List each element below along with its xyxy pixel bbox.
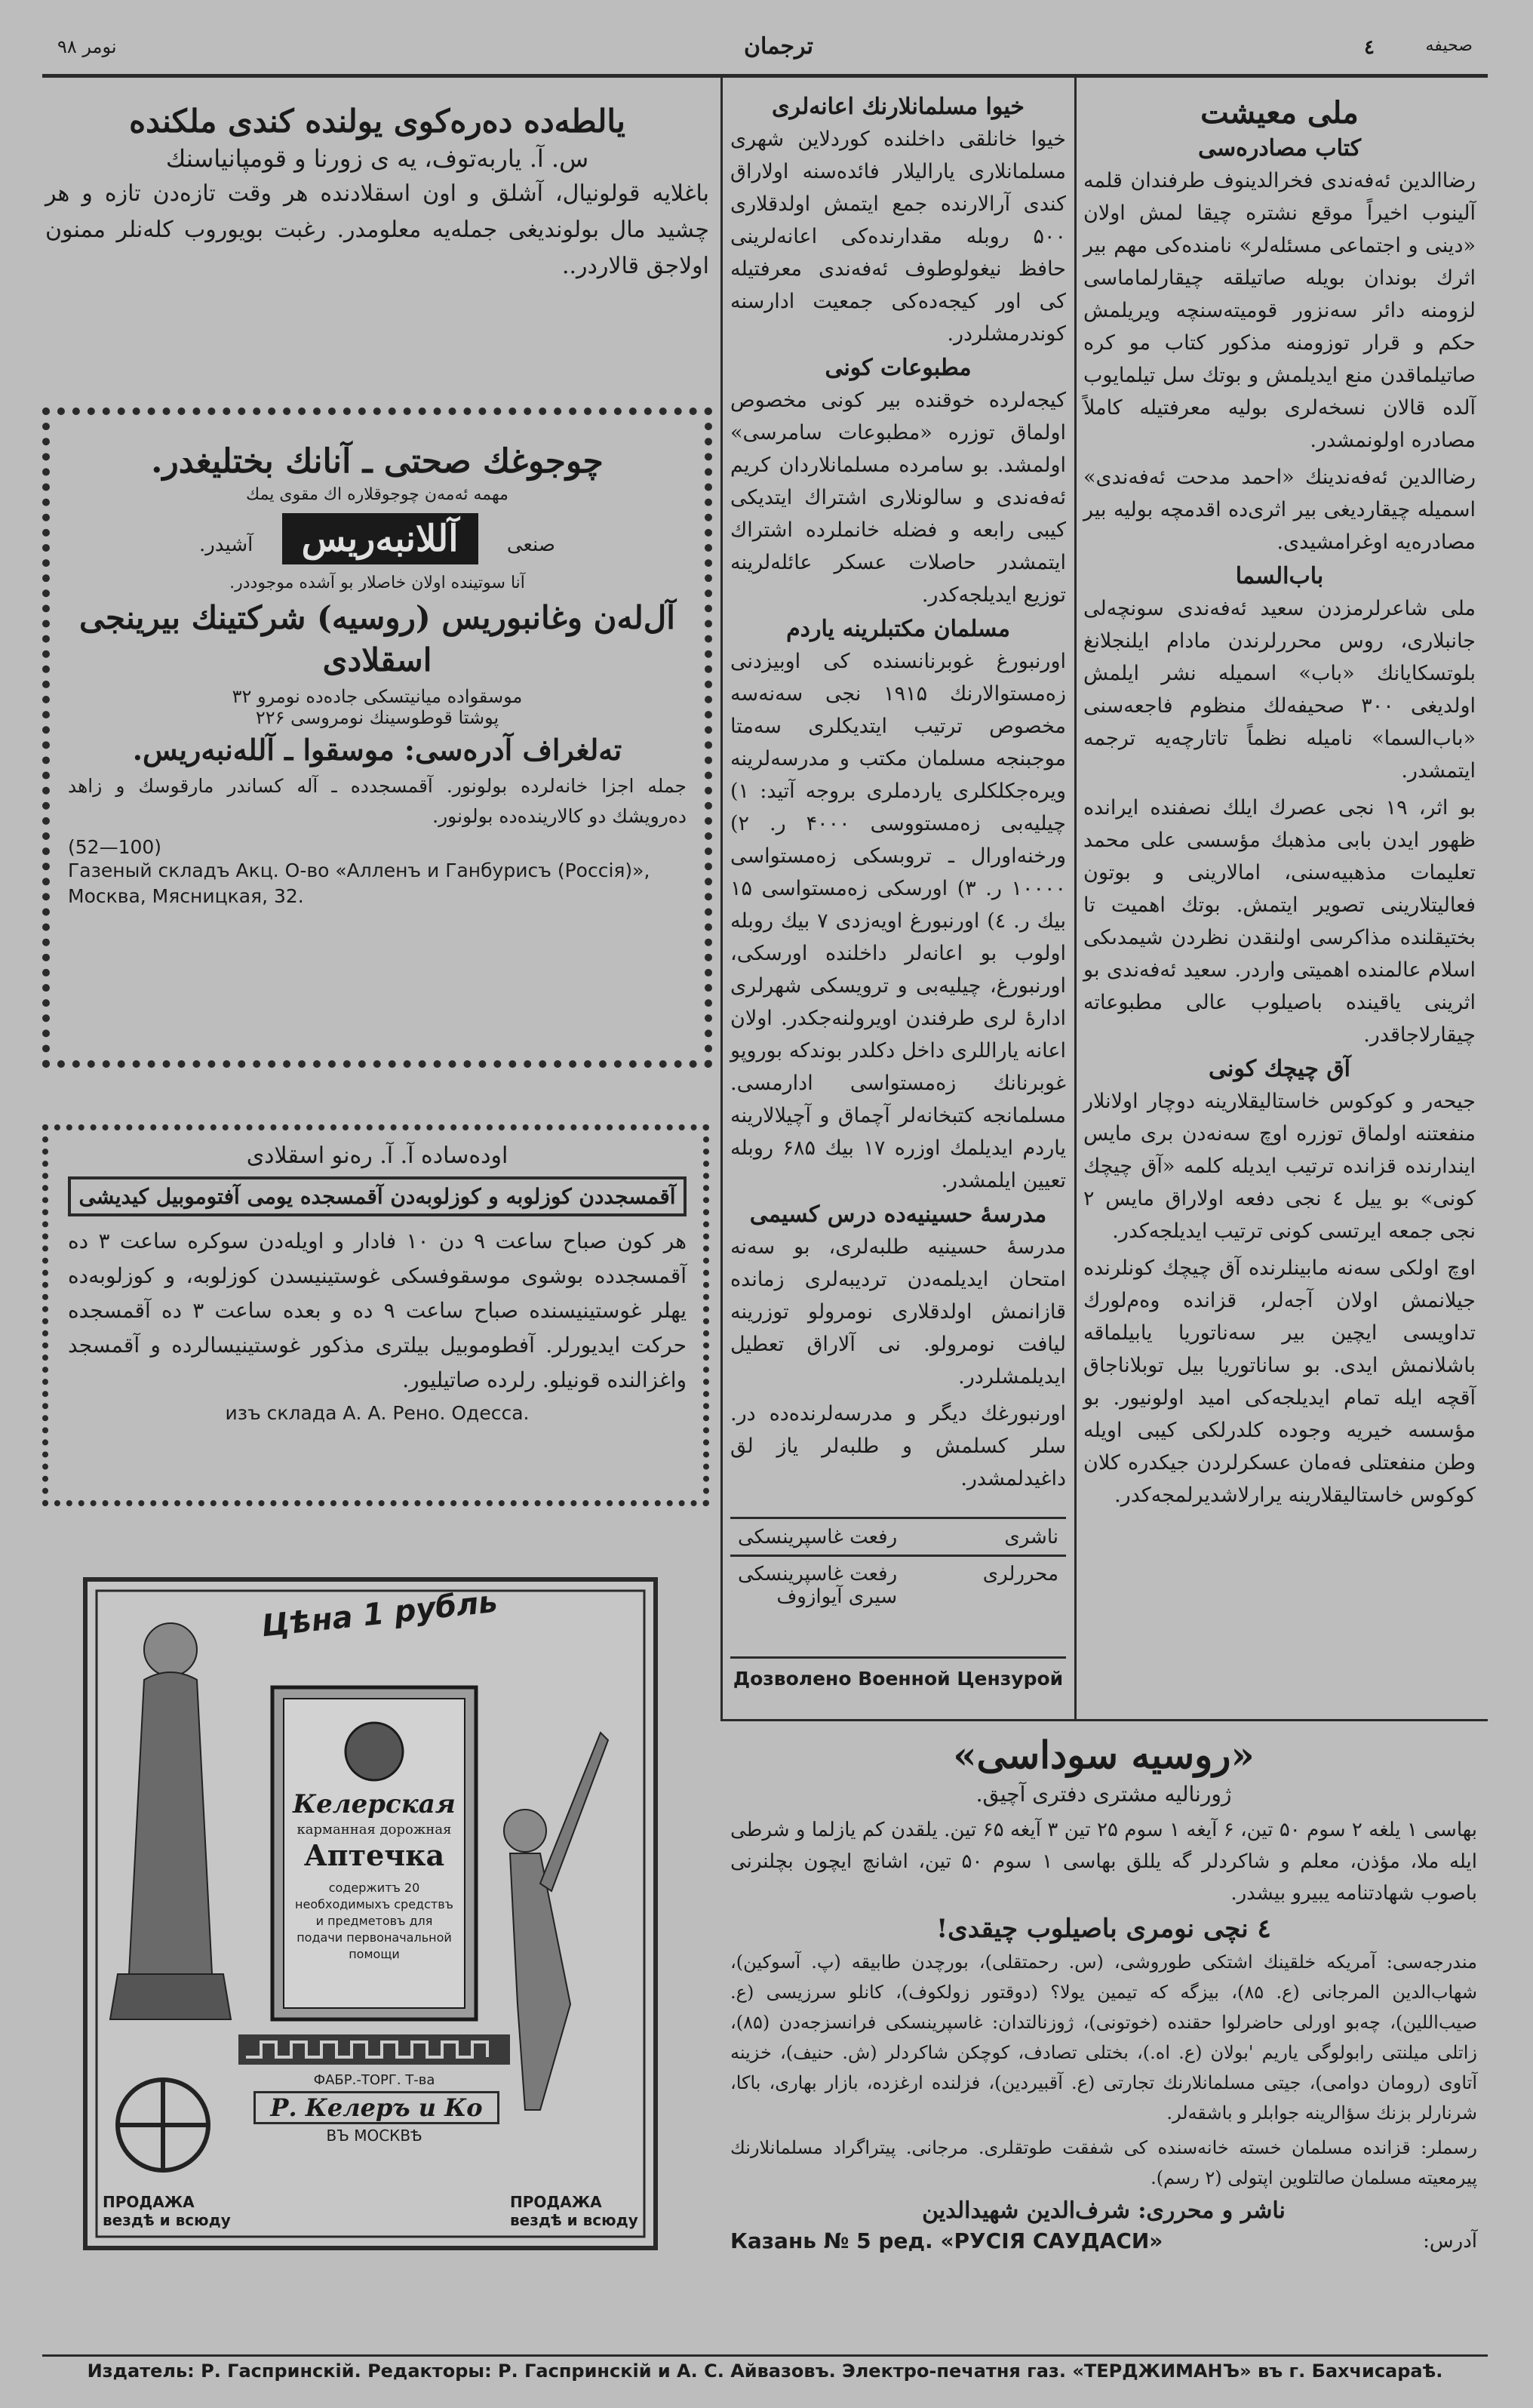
robed-figure xyxy=(110,1623,231,2019)
header-rule xyxy=(42,74,1488,78)
russia-subtitle: ژورناليه مشترى دفترى آچيق. xyxy=(975,1782,1232,1807)
column-divider-right xyxy=(1074,78,1077,1719)
bab-text-2: بو اثر، ۱۹ نجى عصرك ايلك نصفنده ايرانده ظهور ايدن بابى مذهبك مؤسسى على محمد تعليمات مذهبيه‌سنى، امالارينى و بوتون فعاليتلارينى تصوير ايتمش. بوتك اهميت تا بختيقلنده مذاكرسى اولنقدن نظردن شيمدىكى اسلام عالمنده اهميتى واردر. سعيد ئه‌فه‌ندى بو اثرينى ياقينده باصيلوب عالى مطبوعاته چيقارلاجاقدر. xyxy=(1083,796,1476,1047)
ad-reno-text: هر كون صباح ساعت ۹ دن ۱۰ فادار و اويله‌دن سوكره ساعت ۳ ده آقمسجدده بوشوى موسقوفسكى غوستينيسدن كوزلوبه، و كوزلوبه‌ده يهلر غوستينيسنده صباح ساعت ۹ ده و بعده ساعت ۳ ده آقمسجده حركت ايديورلر. آفطوموبيل بيلترى مذكور غوستينيسالرده و آقمسجد واغزالنده قونيلو. رلرده صاتيليور. xyxy=(68,1229,687,1392)
ad-reno-headline-box xyxy=(68,1176,687,1216)
apteka-sale-right: ПРОДАЖА вездѣ и всюду xyxy=(510,2193,638,2229)
apteka-firm-label: ФАБР.-ТОРГ. Т-ва xyxy=(313,2072,435,2088)
russia-issue-note: ٤ نچى نومرى باصيلوب چيقدى! xyxy=(936,1914,1271,1944)
ad-allenburys-ru: Газеный складъ Акц. О-во «Алленъ и Ганбурисъ (Россія)», Москва, Мясницкая, 32. xyxy=(68,860,650,907)
khiva-heading: خيوا مسلمانلارنك اعانه‌لرى xyxy=(772,94,1025,120)
wheel-drawing xyxy=(118,2080,208,2170)
ad-reno-headline: آقمسجددن كوزلوبه و كوزلوبه‌دن آقمسجده يومى آفتوموبيل كيديشى xyxy=(78,1184,676,1209)
russia-contents-2: رسملر: قزانده مسلمان خسته خانه‌سنده كى شفقت طوتقلرى. مرجانى. پيتراگراد مسلمانلارنك پيرمعيته مسلمان صالتلوين اپتولى (۲ رسم). xyxy=(730,2137,1478,2188)
apteka-city: ВЪ МОСКВѢ xyxy=(326,2127,422,2145)
ad-yalta-subtitle: س. آ. ياربه‌توف، يه ى زورنا و قومپانياسنك xyxy=(165,144,589,173)
ad-allenburys-addr1: موسقواده ميانيتسكى جاده‌ده نومرو ۳۲ xyxy=(232,686,523,707)
ad-reno-ru: изъ склада А. А. Рено. Одесса. xyxy=(225,1402,530,1424)
white-flower-heading: آق چيچك كونى xyxy=(1209,1056,1350,1082)
ad-brand-box: آللانبه‌ريس xyxy=(282,513,478,564)
schools-aid-heading: مسلمان مكتبلرينه ياردم xyxy=(786,616,1010,642)
russia-address-ru: Казань № 5 ред. «РУСІЯ САУДАСИ» xyxy=(730,2228,1163,2253)
russia-sudasi xyxy=(730,1728,1477,2253)
footer-text: Издатель: Р. Гаспринскiй. Редакторы: Р. Гаспринскiй и А. С. Айвазовъ. Электро-печатня газ. «ТЕРДЖИМАНЪ» въ г. Бахчисараѣ. xyxy=(87,2360,1443,2382)
editor-name-1: رفعت غاسپرينسكى xyxy=(738,1563,898,1585)
ad-allenburys-company: آل‌لەن وغانبوريس (روسيه) شركتينك بيرينجى اسقلادى xyxy=(79,599,675,678)
ad-reno xyxy=(68,1139,687,1424)
censor-note: Дозволено Военной Цензурой xyxy=(733,1668,1064,1690)
confiscation-text: رضاالدين ئه‌فه‌ندى فخرالدينوف طرفندان قلمه آلينوب اخيراً موقع نشتره چيقا لمش اولان «دينى و اجتماعى مسئله‌لر» نامنده‌كى مهم بير اثرك بوندان بويله صاتيلقه چيقارلماما‌سى لزومنه دائر سه‌نزور قوميته‌سنچه ويريلمش حكم و قرار توزومنه مذكور كتاب مو كره صاتيلماقدن منع ايديلمش و بوتك سل تيلمايوب آلده قالان نسخه‌لرى بوليه معرفتيله كاملاً مصادره اولونمشدر. xyxy=(1083,169,1476,452)
right-column-title: ملى معيشت xyxy=(1200,95,1359,131)
bab-text: ملى شاعرلرمزدن سعيد ئه‌فه‌ندى سونچه‌لى جانبلارى، روس محررلرندن مادام ايلنجلانغ بلوتسكايانك «باب» اسميله نشر ايلمش اولديغى ۳۰۰ صحيفه‌لك منظوم فاجعه‌سنى «باب‌السما» ناميله نظماً تاتارچه‌يه ترجمه ايتمشدر. xyxy=(1083,597,1476,783)
ad-allenburys-title: چوجوغك صحتى ـ آنانك بختليغدر. xyxy=(151,442,604,481)
publisher-block xyxy=(730,1523,1066,1666)
russia-price-text: بهاسى ۱ يلغه ۲ سوم ۵۰ تين، ۶ آيغه ۱ سوم ۲۵ تين ۳ آيغه ۶۵ تين. يلقدن كم يازلما و شرطى ايله ملا، مؤذن، معلم و شاكردلر گه يللق بهاسى ۱ سوم ۵۰ تين، اشانچ ايچون بچلنرنى باصوب شهادتنامه يبيرو بيشدر. xyxy=(730,1819,1477,1905)
middle-column xyxy=(730,91,1066,1499)
publisher-label: ناشرى xyxy=(1004,1526,1058,1548)
russia-address-row xyxy=(730,2228,1477,2253)
apteka-price: Цѣна 1 рубль xyxy=(260,1584,499,1644)
ad-allenburys-line2: آنا سوتينده اولان خاصلار بو آشده موجوددر. xyxy=(229,574,525,592)
editor-name-2: سيرى آيوازوف xyxy=(776,1585,898,1608)
russia-address-label: آدرس: xyxy=(1423,2229,1477,2253)
ad-yalta-text: باغلايه قولونيال، آشلق و اون اسقلادنده هر وقت تازه‌دن تازه و هر چشيد مال بولونديغى جمله‌يه معلومدر. رغبت بويوروب كله‌نلر ممنون اولاجق قالاردر.. xyxy=(45,180,709,279)
apteka-brand-1: Келерская xyxy=(293,1789,456,1819)
schools-aid-text: اورنبورغ غوبرنانسنده كى اوبيزدنى زه‌مستوالارنك ۱۹۱۵ نجى سه‌نه‌سه مخصوص ترتيب ايتديكلرى سه‌متا موجبنجه مسلمان مكتب و مدرسه‌لرينه ويره‌جكلكلرى ياردملرى بروجه آتيد: ۱) چيليه‌بى زه‌مستووسى ۴۰۰۰ ر. ۲) ورخنه‌‌اورال ـ تروبسكى زه‌مستواسى ۱۰۰۰۰ ر. ۳) اورسكى زه‌مستواسى ۱۵ بيك ر. ٤) اورنبورغ اويه‌زدى ۷ بيك روبله اولوب بو اعانه‌لر داخلنده اورسكى، اورنبورغ، چيليه‌بى و ترويسكى شهرلرى ادارهٔ لرى طرفندن اويرولنه‌جكدر. اولان اعانه ياراللرى داخل دكلدر بوندكه بوروپو غوبرنانك زه‌مستواسى ادارمسى. مسلمانجه كتبخانه‌لر آچماق و آچيلالارينه ياردم ايديلمك اوزره ۱۷ بيك ۶۸۵ روبله تعيين ايلمشدر. xyxy=(730,650,1066,1192)
confiscation-text-2: رضاالدين ئه‌فه‌ندينك «احمد مدحت ئه‌فه‌ندى» اسميله چيقارديغى بير اثرى‌ده اقدمچه بوليه بير مصادره‌يه اوغرامشيدى. xyxy=(1083,466,1476,554)
apteka-ad xyxy=(83,1577,658,2250)
bab-heading: باب‌السما xyxy=(1235,563,1324,589)
ad-allenburys xyxy=(68,438,687,909)
column-divider-left xyxy=(720,78,723,1719)
apteka-brand-2: карманная дорожная xyxy=(296,1822,452,1838)
ad-brand-pre: صنعى xyxy=(506,534,555,556)
publisher-rule-bottom xyxy=(730,1656,1066,1659)
white-flower-text-2: اوچ اولكى سه‌نه مابينلرنده آق چيچك كونلرنده جيلانمش اولان آجه‌لر، قزانده وه‌م‌لورك تداويسى ايچين بير سه‌ناتوريا يابيلماقه باشلانمش ايدى. بو ساناتوريا بيل توبلاناجاق آقچه ايله تمام ايديلجه‌كى اميد اولونيور. بو مؤسسه خيريه وجوده كلدرلكى كيبى اويله وطن منفعتلى فه‌مان عسكرلردن جيكدره كلان كوكوس خاستاليقلارينه يرارلاشديرلمجه‌كدر. xyxy=(1083,1256,1476,1507)
footer-rule xyxy=(42,2354,1488,2357)
ad-yalta-title: يالطه‌ده ده‌ره‌كوى يولنده كندى ملكنده xyxy=(129,103,625,140)
press-day-heading: مطبوعات كونى xyxy=(825,355,972,381)
issue-number: نومر ۹۸ xyxy=(57,36,117,57)
apteka-firm: Р. Келеръ и Ко xyxy=(253,2091,499,2124)
apteka-sale-left: ПРОДАЖА вездѣ и всюду xyxy=(103,2193,231,2229)
ad-brand-post: آشيدر. xyxy=(199,534,253,556)
russia-publisher: ناشر و محررى: شرف‌الدين شهيدالدين xyxy=(922,2197,1286,2224)
publisher-name: رفعت غاسپرينسكى xyxy=(738,1526,898,1548)
page-label: صحيفه xyxy=(1425,36,1473,55)
husainiya-text: مدرسهٔ حسينيه طلبه‌لرى، بو سه‌نه امتحان ايديلمه‌دن ترديبه‌لرى زمانده قازانمش اولدقلارى نومرولو توزرينه ليافت نومرولو. نى آلاراق تعطيل ايديلمشلردر. xyxy=(730,1235,1066,1389)
confiscation-heading: كتاب مصادره‌سى xyxy=(1197,135,1362,161)
russia-top-rule xyxy=(720,1719,1488,1721)
header-bar xyxy=(42,30,1488,68)
press-day-text: كيجه‌لرده خوقنده بير كونى مخصوص اولماق توزره «مطبوعات سامرسى» اولمشد. بو سامرده مسلمانلاردان كريم ئه‌فه‌ندى و سالونلارى اشتراك ايتديكى كيبى رابعه و فضله خانملرده اشتراك ايتمشدر حاصلات عسكر عائله‌لرينه توزيع ايديلجه‌كدر. xyxy=(730,389,1066,607)
ad-allenburys-code: (52—100) xyxy=(68,836,162,858)
khiva-text: خيوا خانلقى داخلنده كوردلاين شهرى مسلمانلارى ياراليلار فائده‌سنه اولاراق كندى آرالارنده جمع ايتمش اولدقلارى ۵۰۰ روبله مقدارنده‌كى اعانه‌لرينى حافظ نيغولوطوف ئه‌فه‌ندى معرفتيله كى اور كيجه‌ده‌كى جمعيت ادارسنه كوندرمشلردر. xyxy=(730,128,1066,346)
husainiya-text-2: اورنبورغك ديگر و مدرسه‌لرنده‌ده در. سلر كسلمش و طلبه‌لر ياز لق داغيدلمشدر. xyxy=(730,1402,1066,1490)
hermes-figure xyxy=(504,1733,608,2110)
ad-reno-title: اوده‌ساده آ. آ. رەنو اسقلادى xyxy=(246,1142,508,1169)
right-column xyxy=(1083,91,1476,1516)
paper-name: ترجمان xyxy=(744,33,813,60)
ad-allenburys-brand-row xyxy=(68,513,687,564)
apteka-description: содержитъ 20 необходимыхъ средствъ и предметовъ для подачи первоначальной помощи xyxy=(295,1881,453,1961)
ad-allenburys-telegraph: تەلغراف آدرەسى: موسقوا ـ آللەنبەريس. xyxy=(132,733,622,767)
russia-contents: مندرجه‌سى: آمريكه خلقينك اشتكى طوروشى، (س. رحمتقلى)، بورچدن طابيقه (پ. آسوكين)، شهاب‌الدين المرجانى (ع. ۸۵)، بيزگه كه تيمين يولا؟ (دوقتور زولكوف)، كانلو سرزيسى (ع. صيب‌اللين)، چه‌بو اورلى حاضرلوا حقنده (خوتو‌نى)، ژوزنالتدان: غاسپرينسكى فرانسزجه‌دن (۸۵)، زاتلى ميلنتى رابولوگى ياريم 'بولان (ع. اه.)، بختلى تصادف، كوچكن شاكردلر (ش. حنيف)، خزينه آتاوى (رومان دوامى)، جيتى مسلمانلارنك تجارتى (ع. آقبيردين)، فزلنده ارغزده، بازار بهارى، باكا، شرنارلر بزنك سؤالرينه جوابلر و باشقه‌لر. xyxy=(730,1951,1477,2124)
editors-label: محررلرى xyxy=(982,1563,1058,1585)
white-flower-text: جيحه‌ر و كوكوس خاستاليقلارينه دوچار اولانلار منفعتنه اولماق توزره اوچ سه‌نه‌دن برى مايس ايندارنده قزانده ترتيب ايديله كلمه «آق چيچك كونى» بو ييل ٤ نجى دفعه اولاراق مايس ۲ نجى جمعه ايرتسى كونى ترتيب ايديلجه‌كدر. xyxy=(1083,1090,1476,1243)
publisher-rule-top xyxy=(730,1517,1066,1519)
ad-allenburys-text: جمله اجزا خانه‌لرده بولونور. آقمسجدده ـ آله كساندر مارقوسك و زاهد دەرويشك دو كالارينده‌ده بولونور. xyxy=(68,775,687,827)
ad-yalta xyxy=(45,98,709,289)
husainiya-heading: مدرسهٔ حسينيه‌ده درس كسيمى xyxy=(749,1201,1047,1228)
ad-allenburys-line: مهمه ئه‌مه‌ن چوجوقلاره اك مقوى يمك xyxy=(246,485,508,504)
ad-allenburys-addr2: پوشتا قوطوسينك نومروسى ۲۲۶ xyxy=(255,707,499,728)
apteka-brand-3: Аптечка xyxy=(303,1838,445,1872)
russia-title: «روسيه سوداسى» xyxy=(953,1733,1255,1777)
page-number: ٤ xyxy=(1364,36,1375,59)
